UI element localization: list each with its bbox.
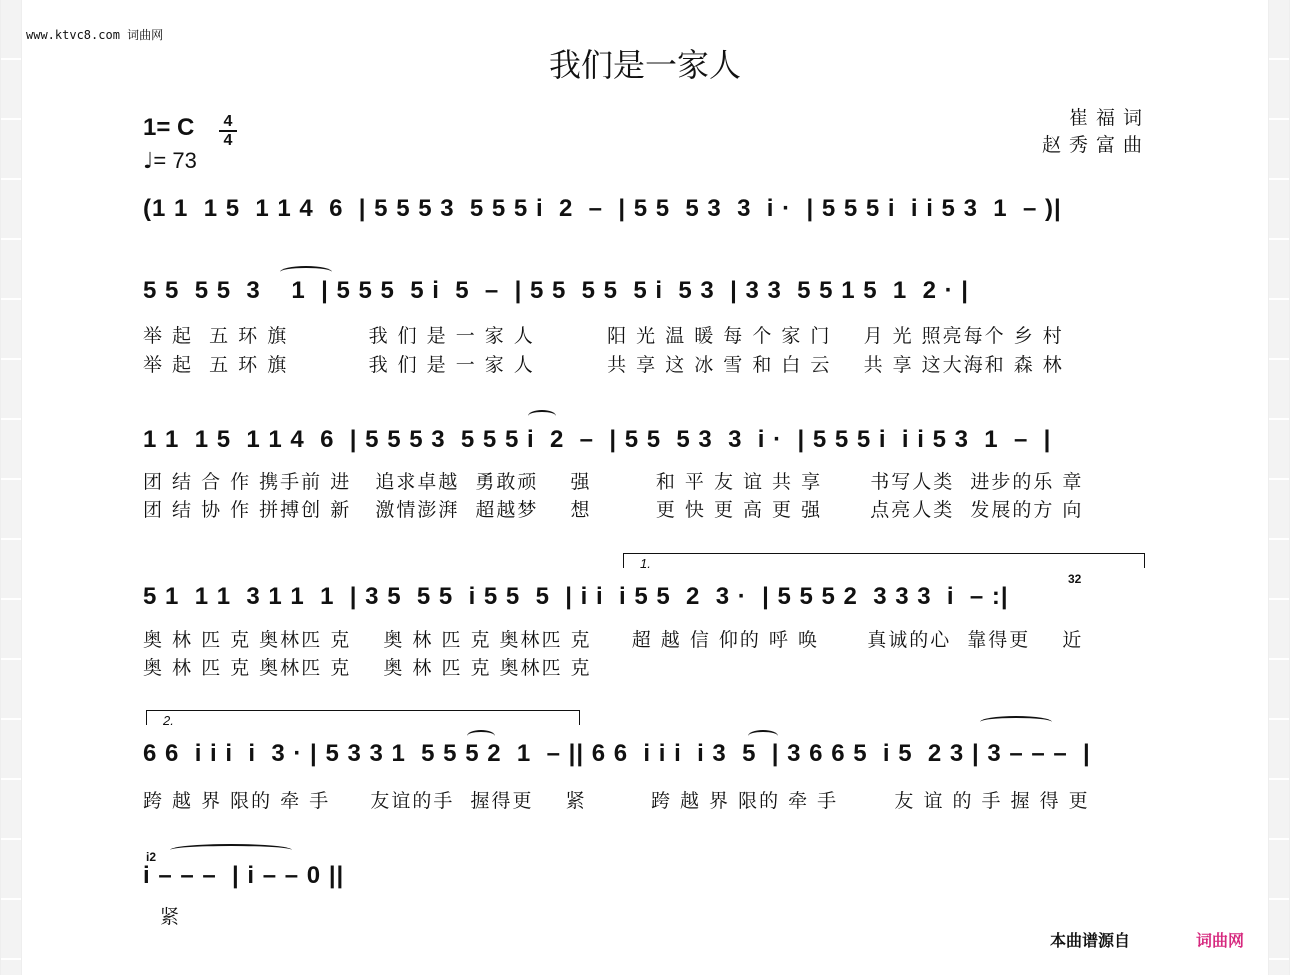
first-ending-label: 1. <box>640 556 651 571</box>
grace-note: i2 <box>146 850 157 864</box>
slur-mark <box>748 730 778 742</box>
lyric-row-4-verse-1: 奥 林 匹 克 奥林匹 克 奥 林 匹 克 奥林匹 克 超 越 信 仰的 呼 唤 真诚的心 靠得更 近 <box>143 629 1084 651</box>
notation-row-5: 6 6 i i i i 3 · | 5 3 3 1 5 5 5 2 1 – || 6 6 i i i i 3 5 | 3 6 6 5 i 5 2 3 | 3 – – – | <box>143 740 1091 767</box>
notation-row-3: 1 1 1 5 1 1 4 6 | 5 5 5 3 5 5 5 i 2 – | 5 5 5 3 3 i · | 5 5 5 i i i 5 3 1 – | <box>143 426 1052 453</box>
key-signature: 1= C <box>143 114 195 141</box>
lyric-row-4-verse-2: 奥 林 匹 克 奥林匹 克 奥 林 匹 克 奥林匹 克 <box>143 657 592 679</box>
time-signature-top: 4 <box>223 113 233 130</box>
left-watermark-strip <box>0 0 22 975</box>
lyric-row-3-verse-2: 团 结 协 作 拼搏创 新 激情澎湃 超越梦 想 更 快 更 高 更 强 点亮人类 发展的方 向 <box>143 499 1084 521</box>
second-ending-bracket <box>146 710 580 728</box>
site-logo: 词曲网 <box>1196 931 1245 950</box>
slur-mark <box>528 410 556 422</box>
slur-mark <box>467 730 495 742</box>
right-watermark-strip <box>1268 0 1290 975</box>
notation-row-2: 5 5 5 5 3 1 | 5 5 5 5 i 5 – | 5 5 5 5 5 i 5 3 | 3 3 5 5 1 5 1 2 · | <box>143 277 969 304</box>
grace-note: 32 <box>1068 572 1082 586</box>
tempo-value: = 73 <box>153 148 197 173</box>
source-note: 本曲谱源自 <box>1050 931 1131 950</box>
composer-credit: 赵秀富曲 <box>1041 134 1150 156</box>
notation-row-1: (1 1 1 5 1 1 4 6 | 5 5 5 3 5 5 5 i 2 – | 5 5 5 3 3 i · | 5 5 5 i i i 5 3 1 – )| <box>143 195 1062 222</box>
lyric-row-5-verse-1: 跨 越 界 限的 牵 手 友谊的手 握得更 紧 跨 越 界 限的 牵 手 友 谊 的 手 握 得 更 <box>143 790 1090 812</box>
notation-row-4: 5 1 1 1 3 1 1 1 | 3 5 5 5 i 5 5 5 | i i i 5 5 2 3 · | 5 5 5 2 3 3 3 i – :| <box>143 583 1009 610</box>
slur-mark <box>170 844 292 856</box>
lyric-row-2-verse-2: 举 起 五 环 旗 我 们 是 一 家 人 共 享 这 冰 雪 和 白 云 共 享 这大海和 森 林 <box>143 354 1064 376</box>
lyric-row-3-verse-1: 团 结 合 作 携手前 进 追求卓越 勇敢顽 强 和 平 友 谊 共 享 书写人类 进步的乐 章 <box>143 471 1084 493</box>
notation-row-6: i – – – | i – – 0 || <box>143 862 345 889</box>
first-ending-bracket <box>623 553 1145 571</box>
slur-mark <box>280 266 332 278</box>
lyric-row-6-verse-1: 紧 <box>160 906 182 928</box>
tempo-marking <box>143 148 197 174</box>
slur-mark <box>980 716 1052 728</box>
time-signature-bottom: 4 <box>223 132 233 149</box>
time-signature <box>218 113 238 149</box>
quarter-note-icon: ♩ <box>143 149 154 174</box>
song-title: 我们是一家人 <box>548 46 741 84</box>
site-url: www.ktvc8.com 词曲网 <box>26 28 164 42</box>
second-ending-label: 2. <box>163 713 174 728</box>
lyric-row-2-verse-1: 举 起 五 环 旗 我 们 是 一 家 人 阳 光 温 暖 每 个 家 门 月 光 照亮每个 乡 村 <box>143 325 1064 347</box>
lyricist-credit: 崔福词 <box>1068 107 1150 129</box>
